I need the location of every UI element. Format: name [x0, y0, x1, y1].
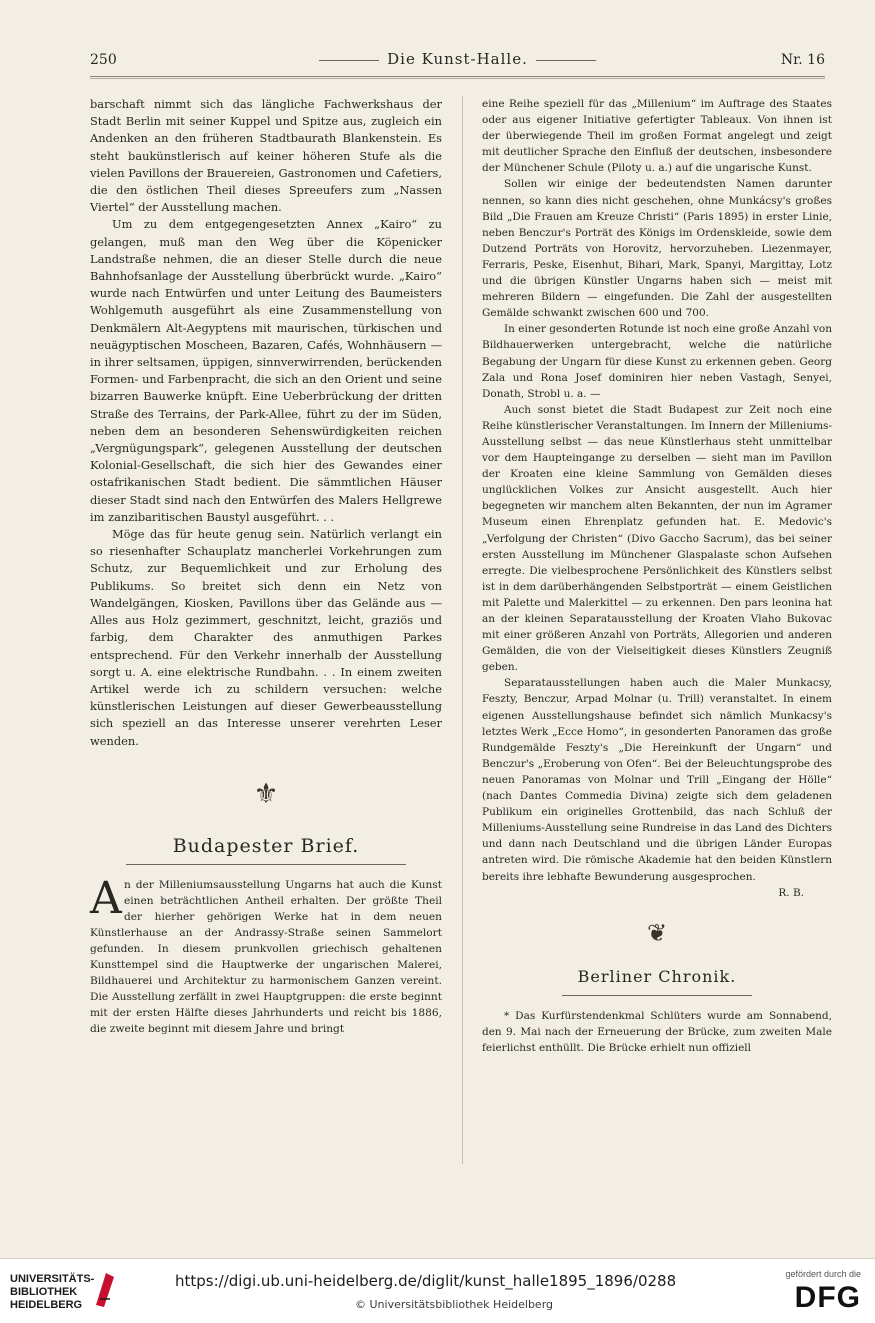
- institution-name: UNIVERSITÄTS- BIBLIOTHEK HEIDELBERG: [10, 1273, 95, 1311]
- left-paragraph: Um zu dem entgegengesetzten Annex „Kairo“ zu gelangen, muß man den Weg über die Köpenicker Landstraße nehmen, die an dieser Stelle durch die neue Bahnhofsanlage der Ausstellung überbrückt wurde. „Kairo“ wurde nach Entwürfen und unter Leitung des Baumeisters Wohlgemuth ausgeführt als eine Zusammenstellung von Denkmälern Alt-Aegyptens mit maurischen, türkischen und neuägyptischen Moscheen, Bazaren, Cafés, Wohnhäusern — in ihrer seltsamen, üppigen, sinnverwirrenden, berückenden Formen- und Farbenpracht, die sich an den Orient und seine bizarren Bauwerke knüpft. Eine Ueberbrückung der dritten Straße des Terrains, der Park-Allee, führt zu der im Süden, neben dem an besonderen Sehenswürdigkeiten reichen „Vergnügungspark“, gelegenen Ausstellung der deutschen Kolonial-Gesellschaft, die sich hier des Gewandes einer ostafrikanischen Stadt bedient. Die sämmtlichen Häuser dieser Stadt sind nach den Entwürfen des Malers Hellgrewe im zanzibaritischen Baustyl ausgeführt. . .: [90, 217, 442, 524]
- budapest-letter-text: n der Milleniumsausstellung Ungarns hat auch die Kunst einen beträchtlichen Antheil erhalten. Der größte Theil der hierher gehörigen Werke hat in dem neuen Künstlerhause an der Andrassy-Straße seinen Sammelort gefunden. In diesem prunkvollen griechisch gehaltenen Kunsttempel sind die Hauptwerke der ungarischen Malerei, Bildhauerei und Architektur zu harmonischem Ganzen vereint. Die Ausstellung zerfällt in zwei Hauptgruppen: die erste beginnt mit der ersten Hälfte dieses Jahrhunderts und reicht bis 1886, die zweite beginnt mit diesem Jahre und bringt: [90, 878, 442, 1035]
- title-rule-right: [536, 60, 596, 61]
- left-paragraph: barschaft nimmt sich das längliche Fachwerkshaus der Stadt Berlin mit seiner Kuppel und Spitze aus, zugleich ein Andenken an den früheren Stadtbaurath Blankenstein. Es steht baukünstlerisch auf keiner höheren Stufe als die vielen Pavillons der Brauereien, Gastronomen und Cafetiers, die den östlichen Theil dieses Spreeufers zum „Nassen Viertel“ der Ausstellung machen.: [90, 97, 442, 215]
- section-title-berlin: Berliner Chronik.: [577, 966, 737, 986]
- issue-number: Nr. 16: [780, 52, 825, 68]
- funding-note: gefördert durch die: [785, 1269, 861, 1279]
- dfg-logo: DFG: [794, 1281, 861, 1314]
- right-paragraph: Separatausstellungen haben auch die Maler Munkacsy, Feszty, Benczur, Arpad Molnar (u. Trill) veranstaltet. In einem eigenen Ausstellungshause befindet sich nämlich Munkacsy's letztes Werk „Ecce Homo“, in gesonderten Panoramen das große Rundgemälde Feszty's „Die Hereinkunft der Ungarn“ und Benczur's „Eroberung von Ofen“. Bei der Beleuchtungsprobe des neuen Panoramas von Molnar und Trill „Eingang der Hölle“ (nach Dantes Commedia Divina) zeigte sich dem geladenen Publikum ein originelles Grottenbild, das nach Schluß der Milleniums-Ausstellung seine Rundreise in das Land des Dichters und dann nach Deutschland und die übrigen Länder Europas antreten wird. Die römische Akademie hat den beiden Künstlern bereits ihre lebhafte Bewunderung ausgesprochen.: [482, 677, 832, 883]
- column-separator: [462, 96, 463, 1164]
- section-rule: [562, 995, 752, 996]
- journal-title-text: Die Kunst-Halle.: [387, 50, 528, 68]
- section-title-budapest: Budapester Brief.: [172, 834, 360, 857]
- running-head: [90, 48, 825, 72]
- library-logo-text: [10, 1273, 94, 1312]
- fleur-de-lis-icon: ⚜: [253, 776, 279, 810]
- permalink-url[interactable]: https://digi.ub.uni-heidelberg.de/diglit/kunst_halle1895_1896/0288: [175, 1272, 677, 1290]
- copyright-text: © Universitätsbibliothek Heidelberg: [355, 1298, 554, 1311]
- right-paragraph: eine Reihe speziell für das „Millenium“ im Auftrage des Staates oder aus eigener Initiative gefertigter Tableaux. Von ihnen ist der überwiegende Theil im großen Format angelegt und zeigt mit deutlicher Sprache den Einfluß der deutschen, insbesondere der Münchener Schule (Piloty u. a.) auf die ungarische Kunst.: [482, 98, 832, 175]
- right-paragraph: In einer gesonderten Rotunde ist noch eine große Anzahl von Bildhauerwerken untergebracht, welche die natürliche Begabung der Ungarn für diese Kunst zu erkennen geben. Georg Zala und Rona Josef dominiren hier neben Vastagh, Senyei, Donath, Strobl u. a. —: [482, 323, 832, 400]
- right-paragraph: Auch sonst bietet die Stadt Budapest zur Zeit noch eine Reihe künstlerischer Veranstaltungen. Im Innern der Milleniums-Ausstellung selbst — das neue Künstlerhaus steht unmittelbar vor dem Haupteingange zu derselben — sieht man im Pavillon der Kroaten eine kleine Sammlung von Gemälden dieses unglücklichen Volkes zur Ansicht ausgestellt. Auch hier begegneten wir manchem alten Bekannten, der nun im Agramer Museum einen Ehrenplatz gefunden hat. E. Medovic's „Verfolgung der Christen“ (Divo Gaccho Sacrum), das bei seiner ersten Ausstellung im Münchener Glaspalaste schon Aufsehen erregte. Die vielbesprochene Persönlichkeit des Künstlers selbst ist in dem darüberhängenden Selbstporträt — einem Geistlichen mit Palette und Malerkittel — zu erkennen. Den pars leonina hat an der kleinen Separatausstellung der Kroaten Vlaho Bukovac mit einer größeren Anzahl von Porträts, Allegorien und anderen Gemälden, die von der Vielseitigkeit dieses Künstlers Zeugniß geben.: [482, 403, 832, 674]
- lyre-ornament-icon: ❦: [646, 918, 668, 947]
- right-paragraph: Sollen wir einige der bedeutendsten Namen darunter nennen, so kann dies nicht geschehen, ohne Munkácsy's großes Bild „Die Frauen am Kreuze Christi“ (Paris 1895) in erster Linie, neben Benczur's Porträt des Königs im Ordenskleide, sowie dem Dutzend Porträts von Horovitz, hervorzuheben. Liezenmayer, Ferraris, Peske, Eisenhut, Bihari, Mark, Spanyi, Margittay, Lotz und die übrigen Künstler Ungarns haben sich — meist mit mehreren Bildern — eingefunden. Die Zahl der ausgestellten Gemälde schwankt zwischen 600 und 700.: [482, 178, 832, 320]
- library-logo-icon: [92, 1269, 118, 1309]
- right-column: [482, 96, 832, 1056]
- library-footer: [0, 1258, 875, 1323]
- left-column: [90, 96, 442, 1037]
- header-rule-thin: [90, 78, 825, 79]
- section-rule: [126, 864, 406, 865]
- journal-title: [90, 50, 825, 68]
- header-rule: [90, 76, 825, 77]
- page-number: 250: [90, 52, 117, 68]
- author-signature: R. B.: [778, 886, 804, 899]
- title-rule-left: [319, 60, 379, 61]
- budapest-letter-body: [90, 872, 442, 1037]
- left-paragraph: Möge das für heute genug sein. Natürlich verlangt ein so riesenhafter Schauplatz mancherlei Vorkehrungen zum Schutz, zur Bequemlichkeit und zur Erholung des Publikums. So breitet sich denn ein Netz von Wandelgängen, Kiosken, Pavillons über das Gelände aus — Alles aus Holz gezimmert, geschnitzt, leicht, graziös und farbig, dem Charakter des anmuthigen Parkes entsprechend. Für den Verkehr innerhalb der Ausstellung sorgt u. A. eine elektrische Rundbahn. . . In einem zweiten Artikel werde ich zu schildern versuchen: welche künstlerischen Leistungen auf dieser Gewerbeausstellung sich speziell an das Interesse unserer verehrten Leser wenden.: [90, 527, 442, 748]
- drop-cap: A: [90, 872, 122, 924]
- berlin-chronicle-text: * Das Kurfürstendenkmal Schlüters wurde am Sonnabend, den 9. Mai nach der Erneuerung der Brücke, zum zweiten Male feierlichst enthüllt. Die Brücke erhielt nun offiziell: [482, 1009, 832, 1054]
